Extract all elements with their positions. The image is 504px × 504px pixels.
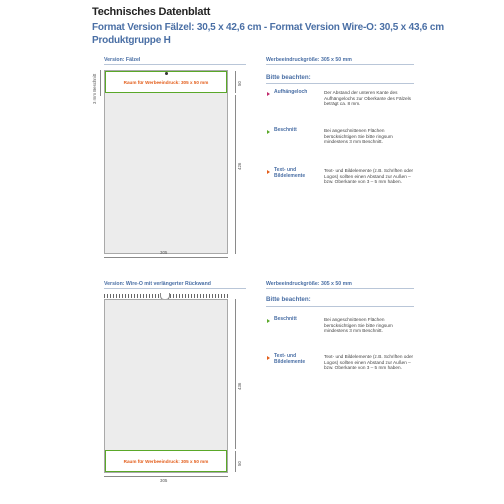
divider [266, 83, 414, 84]
product-group: Produktgruppe H [92, 35, 171, 46]
hanging-hole-icon [165, 72, 168, 75]
notes-heading: Bitte beachten: [266, 296, 311, 303]
divider [266, 288, 414, 289]
divider [104, 64, 246, 65]
dimension-imprint-height: 50 [237, 81, 242, 86]
note-text: Der Abstand der unteren Kante des Aufhängelochs zur Oberkante des Fälzels beträgt ca. 8 mm. [324, 90, 412, 107]
version-label: Version: Fälzel [104, 57, 141, 63]
imprint-area-label: Raum für Werbeeindruck: 305 x 50 mm [123, 458, 209, 464]
note-text: Text- und Bildelemente (z.B. Schriften oder Logos) sollten einen Abstand zur Außen – bzw. Oberkante von 3 – 5 mm haben. [324, 168, 414, 185]
calendar-mockup [104, 70, 228, 254]
imprint-size-label: Werbeeindruckgröße: 305 x 50 mm [266, 281, 352, 287]
note-text: Bei angeschnittenen Flächen berücksichtigen Sie bitte ringsum mindestens 3 mm Beschnitt. [324, 128, 393, 145]
dimension-bleed: 3 mm Beschnitt [92, 73, 97, 104]
page-title: Technisches Datenblatt [92, 6, 211, 18]
dimension-height: 426 [237, 162, 242, 170]
format-subtitle: Format Version Fälzel: 30,5 x 42,6 cm - Format Version Wire-O: 30,5 x 43,6 cm [92, 22, 444, 33]
dimension-imprint-height: 50 [237, 461, 242, 466]
imprint-area-label: Raum für Werbeeindruck: 305 x 50 mm [123, 79, 209, 85]
dimension-line [235, 451, 236, 472]
dimension-height: 436 [237, 382, 242, 390]
note-title: Text- und Bildelemente [274, 167, 306, 179]
note-text: Bei angeschnittenen Flächen berücksichtigen Sie bitte ringsum mindestens 3 mm Beschnitt. [324, 317, 393, 334]
imprint-area [105, 450, 227, 472]
divider [104, 288, 246, 289]
dimension-line [100, 70, 101, 96]
divider [266, 64, 414, 65]
dimension-line [235, 299, 236, 449]
version-label: Version: Wire-O mit verlängerter Rückwand [104, 281, 211, 287]
marker-icon [267, 356, 270, 360]
dimension-line [235, 71, 236, 93]
divider [266, 306, 414, 307]
marker-icon [267, 170, 270, 174]
notes-heading: Bitte beachten: [266, 74, 311, 81]
calendar-mockup [104, 299, 228, 473]
marker-icon [267, 319, 270, 323]
note-title: Beschnitt [274, 316, 297, 322]
dimension-line [104, 257, 228, 258]
marker-icon [267, 130, 270, 134]
note-text: Text- und Bildelemente (z.B. Schriften oder Logos) sollten einen Abstand zur Außen – bzw. Oberkante von 3 – 5 mm haben. [324, 354, 414, 371]
dimension-width: 305 [160, 250, 168, 255]
note-title: Beschnitt [274, 127, 297, 133]
marker-icon [267, 92, 270, 96]
imprint-size-label: Werbeeindruckgröße: 305 x 50 mm [266, 57, 352, 63]
dimension-width: 305 [160, 478, 168, 483]
dimension-line [235, 95, 236, 254]
note-title: Text- und Bildelemente [274, 353, 306, 365]
dimension-line [104, 476, 228, 477]
note-title: Aufhängeloch [274, 89, 308, 95]
